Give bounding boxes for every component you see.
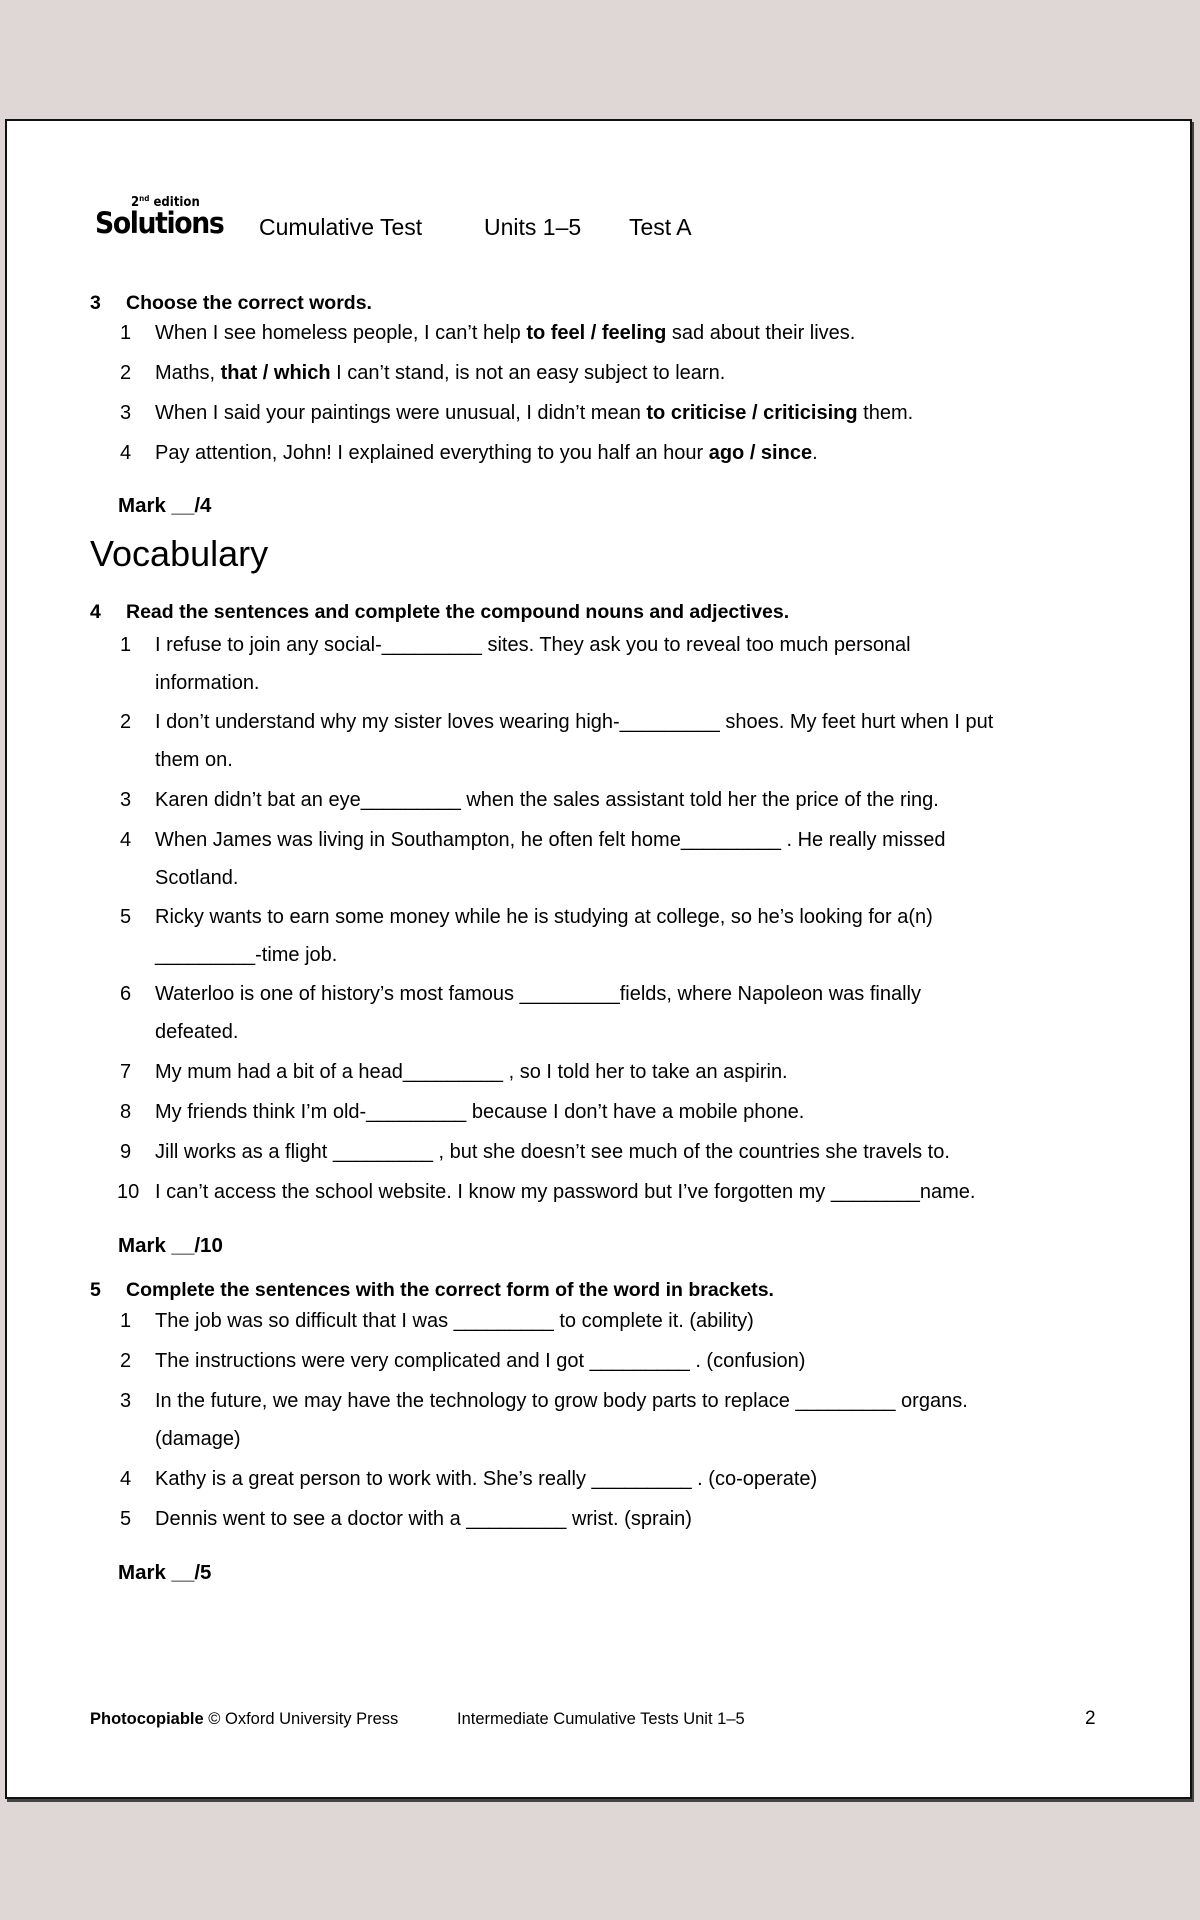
q3-item-4: Pay attention, John! I explained everything to you half an hour ago / since. bbox=[155, 442, 818, 464]
q3-item-number: 3 bbox=[120, 402, 132, 424]
q3-instruction: Choose the correct words. bbox=[126, 292, 372, 314]
q4-item-10-line1[interactable]: I can’t access the school website. I know my password but I’ve forgotten my ________name. bbox=[155, 1181, 976, 1203]
test-units: Units 1–5 bbox=[484, 214, 582, 240]
q4-item-number: 3 bbox=[120, 789, 132, 811]
q4-item-2-line1[interactable]: I don’t understand why my sister loves wearing high-_________ shoes. My feet hurt when I put bbox=[155, 711, 994, 733]
q4-item-6-line2: defeated. bbox=[155, 1021, 239, 1043]
q5-item-4-line1[interactable]: Kathy is a great person to work with. She’s really _________ . (co-operate) bbox=[155, 1468, 818, 1490]
choice-option[interactable]: to feel / feeling bbox=[526, 322, 667, 344]
q4-item-number: 7 bbox=[120, 1061, 132, 1083]
q4-item-8-line1[interactable]: My friends think I’m old-_________ because I don’t have a mobile phone. bbox=[155, 1101, 805, 1123]
footer-course: Intermediate Cumulative Tests Unit 1–5 bbox=[457, 1710, 745, 1728]
q4-item-number: 8 bbox=[120, 1101, 132, 1123]
q4-instruction: Read the sentences and complete the compound nouns and adjectives. bbox=[126, 601, 790, 623]
q4-item-1-line2: information. bbox=[155, 672, 260, 694]
q4-item-number: 1 bbox=[120, 634, 132, 656]
q4-item-number: 4 bbox=[120, 829, 132, 851]
q4-item-1-line1[interactable]: I refuse to join any social-_________ sites. They ask you to reveal too much personal bbox=[155, 634, 911, 656]
q5-mark: Mark __/5 bbox=[118, 1561, 212, 1584]
q5-item-5-line1[interactable]: Dennis went to see a doctor with a _________ wrist. (sprain) bbox=[155, 1508, 692, 1530]
q3-item-number: 4 bbox=[120, 442, 132, 464]
q4-item-7-line1[interactable]: My mum had a bit of a head_________ , so I told her to take an aspirin. bbox=[155, 1061, 788, 1083]
solutions-logo: Solutions bbox=[95, 206, 224, 240]
q5-number: 5 bbox=[90, 1279, 101, 1301]
q4-number: 4 bbox=[90, 601, 101, 623]
q5-item-number: 3 bbox=[120, 1390, 132, 1412]
q4-item-6-line1[interactable]: Waterloo is one of history’s most famous _________fields, where Napoleon was finally bbox=[155, 983, 921, 1005]
test-title: Cumulative Test bbox=[259, 214, 423, 240]
logo-edition: 2nd edition bbox=[131, 194, 200, 210]
q4-item-number: 2 bbox=[120, 711, 132, 733]
q3-item-1: When I see homeless people, I can’t help to feel / feeling sad about their lives. bbox=[155, 322, 856, 344]
choice-option[interactable]: to criticise / criticising bbox=[646, 402, 858, 424]
q4-item-number: 10 bbox=[117, 1181, 140, 1203]
q5-item-2-line1[interactable]: The instructions were very complicated and I got _________ . (confusion) bbox=[155, 1350, 806, 1372]
footer-copyright: Photocopiable © Oxford University Press bbox=[90, 1710, 399, 1728]
q3-item-3: When I said your paintings were unusual, I didn’t mean to criticise / criticising them. bbox=[155, 402, 914, 424]
q4-item-5-line2[interactable]: _________-time job. bbox=[155, 944, 338, 966]
choice-option[interactable]: that / which bbox=[220, 362, 331, 384]
q5-item-number: 5 bbox=[120, 1508, 132, 1530]
q4-item-5-line1: Ricky wants to earn some money while he is studying at college, so he’s looking for a(n) bbox=[155, 906, 933, 928]
q5-item-number: 4 bbox=[120, 1468, 132, 1490]
q4-item-4-line2: Scotland. bbox=[155, 867, 239, 889]
q4-item-number: 9 bbox=[120, 1141, 132, 1163]
q3-item-number: 1 bbox=[120, 322, 132, 344]
q4-item-9-line1[interactable]: Jill works as a flight _________ , but she doesn’t see much of the countries she travels to. bbox=[155, 1141, 950, 1163]
section-title-vocabulary: Vocabulary bbox=[90, 533, 269, 574]
page-number: 2 bbox=[1085, 1708, 1096, 1729]
q4-item-number: 6 bbox=[120, 983, 132, 1005]
q3-mark: Mark __/4 bbox=[118, 494, 212, 517]
q4-mark: Mark __/10 bbox=[118, 1234, 223, 1257]
q3-item-2: Maths, that / which I can’t stand, is not an easy subject to learn. bbox=[155, 362, 726, 384]
q5-item-number: 1 bbox=[120, 1310, 132, 1332]
q4-item-2-line2: them on. bbox=[155, 749, 233, 771]
q5-item-1-line1[interactable]: The job was so difficult that I was _________ to complete it. (ability) bbox=[155, 1310, 754, 1332]
q4-item-3-line1[interactable]: Karen didn’t bat an eye_________ when the sales assistant told her the price of the ring. bbox=[155, 789, 939, 811]
q5-item-3-line2: (damage) bbox=[155, 1428, 241, 1450]
q5-item-number: 2 bbox=[120, 1350, 132, 1372]
test-version: Test A bbox=[629, 214, 692, 240]
q5-instruction: Complete the sentences with the correct form of the word in brackets. bbox=[126, 1279, 774, 1301]
choice-option[interactable]: ago / since bbox=[708, 442, 813, 464]
q5-item-3-line1[interactable]: In the future, we may have the technology to grow body parts to replace _________ organs. bbox=[155, 1390, 968, 1412]
q4-item-4-line1[interactable]: When James was living in Southampton, he often felt home_________ . He really missed bbox=[155, 829, 946, 851]
q3-number: 3 bbox=[90, 292, 101, 314]
q4-item-number: 5 bbox=[120, 906, 132, 928]
q3-item-number: 2 bbox=[120, 362, 132, 384]
